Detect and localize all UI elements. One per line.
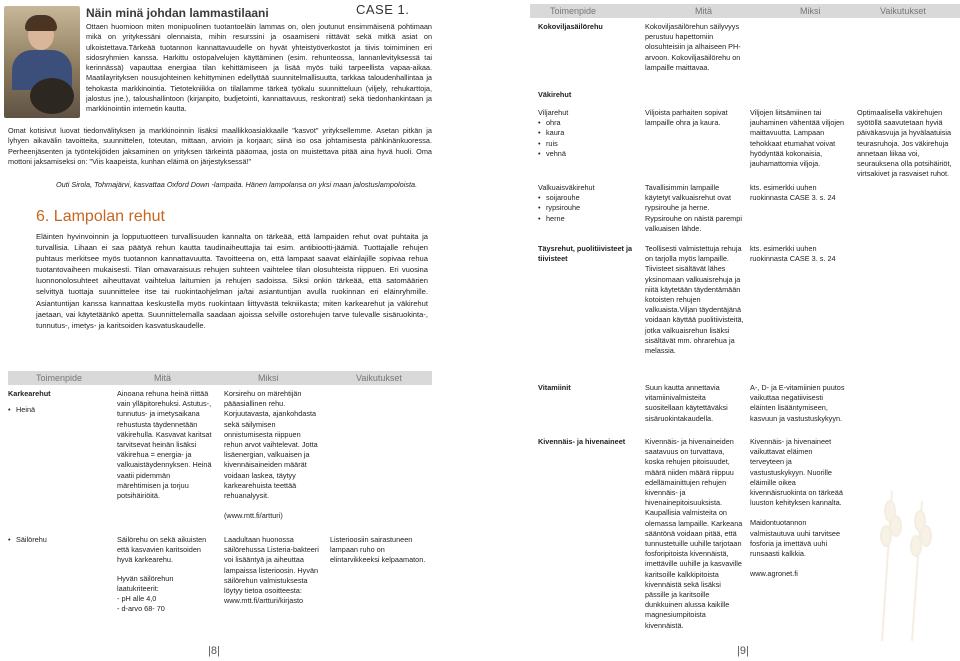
header-toimenpide: Toimenpide [36, 373, 83, 383]
valkuais-cell [538, 183, 638, 224]
viljarehut-cell [538, 108, 638, 159]
valkuais-soijarouhe: • soijarouhe [538, 193, 638, 203]
sailorehu-cell [8, 535, 104, 545]
kivennais-miksi [750, 437, 846, 579]
heina-miksi-text: Korsirehu on märehtijän pääasiallinen rehu. Korjuutavasta, ajankohdasta sekä säilymisen onnistumisesta riippuen rehun arvot vaihtelevat. Jotta lisäenergian, valkuaisen ja kivennäisaineiden määrät voidaan laskea, täytyy karkearehuista teettää rehuanalyysit. [224, 389, 318, 501]
vitamiinit-heading: Vitamiinit [538, 383, 571, 392]
section-title: 6. Lampolan rehut [36, 208, 165, 225]
case-title: Näin minä johdan lammastilaani [86, 6, 269, 20]
sailorehu-criteria: Hyvän säilörehun laatukriteerit: [117, 573, 174, 593]
viljat-mita: Viljoista parhaiten sopivat lampaille ohra ja kaura. [645, 108, 728, 128]
case-label: CASE 1. [356, 2, 410, 17]
viljat-vaikutukset: Optimaalisella väkirehujen syötöllä saavutetaan hyviä päiväkasvuja ja hyvälaatuisia teurasruhoja. Jos väkirehuja annetaan liikaa voi, seurauksena olla potsihäiriöt, virtsakivet ja rasvaiset ruhot. [857, 108, 952, 179]
wheat-decoration-icon [852, 481, 952, 641]
sailorehu-mita [117, 535, 215, 614]
vitamiinit-miksi: A-, D- ja E-vitamiinien puutos vaikuttaa negatiivisesti eläinten lisääntymiseen, kasvuun ja vastustuskykyyn. [750, 383, 845, 423]
taysrehut-heading: Täysrehut, puolitiivisteet ja tiivisteet [538, 244, 633, 264]
viljarehut-label: Viljarehut [538, 108, 569, 117]
kivennais-heading: Kivennäis- ja hivenaineet [538, 437, 626, 446]
mtt-artturi-link[interactable]: (www.mtt.fi/artturi) [224, 511, 283, 521]
sailorehu-miksi: Laadultaan huonossa säilörehussa Listeria-bakteeri voi lisääntyä ja aiheuttaa lampaissa listerioosin. Hyvän säilörehun valmistuksesta löytyy tietoa osoitteesta: www.mtt.fi/artturi/kirjasto [224, 535, 319, 606]
valkuais-mita: Tavallisimmin lampaille käytetyt valkuaisrehut ovat rypsirouhe ja herne. Rypsirouhe on näistä parempi valkuaisen lähde. [645, 183, 742, 233]
vilja-ruis: • ruis [538, 139, 638, 149]
kivennais-miksi-text: Kivennäis- ja hivenaineet vaikuttavat eläimen terveyteen ja vastustuskykyyn. Nuorille eläimille oikea kivennäisruokinta on tärkeää luuston kehityksen kannalta. [750, 437, 843, 508]
vitamiinit-mita: Suun kautta annettavia vitamiinivalmisteita suositellaan käytettäväksi sisäruokintakaudella. [645, 383, 728, 423]
header-mita-r: Mitä [695, 6, 713, 16]
valkuais-rypsirouhe: • rypsirouhe [538, 203, 638, 213]
heina-miksi [224, 389, 320, 521]
sailorehu-vaikutukset: Listerioosiin sairastuneen lampaan ruho on elintarvikkeeksi kelpaamaton. [330, 535, 426, 565]
heina-item: • Heinä [8, 405, 104, 415]
kivennais-miksi-text2: Maidontuotannon valmistautuva uuhi tarvitsee fosforia ja imettävä uuhi runsaasti kalkkia. [750, 518, 841, 559]
taysrehut-mita: Teollisesti valmistettuja rehuja on tarjolla myös lampaille. Tiivisteet sisältävät lähes yksinomaan valkuaisrehuja ja niitä käytetään täydentämään kotoisten rehujen valkuaista.Viljan täydentäjänä voidaan käyttää puolitiivisteitä, jotka valkuaisrehun lisäksi sisältävät mm. ohrarehua ja melassia. [645, 244, 744, 356]
header-vaikutukset: Vaikutukset [356, 373, 402, 383]
valkuais-herne: • herne [538, 214, 638, 224]
header-vaikutukset-r: Vaikutukset [880, 6, 926, 16]
section-intro: Eläinten hyvinvoinnin ja lopputuotteen turvallisuuden kannalta on tärkeää, että lampaiden rehut ovat puhtaita ja turvallisia. Lihaan ei saa päätyä rehun kautta taudinaiheuttajia tai esim. antibiootti-jäämiä. Tuottajalle rehujen puhtaus merkitsee myös tuotannon kannattavuutta. Tavoitteena on, että lampaat saavat eläinlajille sopivaa rehua tuotantovaiheen mukaisesti. Tilan omavaraisuus rehujen suhteen vaihtelee tilan olosuhteista riippuen. Eri vuosina luonnonolosuhteet aiheuttavat vaihtelua laitumien ja rehujen sadoissa. Siksi onkin tärkeää, että satomäärien selvittyä tuottaja suunnittelee itse tai ruokintaohjelman ja/tai asiantuntijan avulla ruokinnan eri eläinryhmille. Asiantuntijan kanssa kannattaa keskustella myös ruokintaan liittyvästä tekniikasta; miten karkearehut ja väkirehut jaetaan, vai käytetäänkö apetta. Suunnittelemalla saadaan ajoissa selville ostorehujen tarve tulevalle sisäruokinta-, tunnutus-, imetys- ja karitsoiden kasvatuskaudelle. [36, 232, 428, 330]
left-page-number: |8| [208, 645, 220, 657]
sailorehu-item: • Säilörehu [8, 535, 104, 545]
kivennais-mita: Kivennäis- ja hivenaineiden saatavuus on turvattava, koska rehujen pitoisuudet, määrä niiden määrä riippuu edellämainittujen rehujen kivennäis- ja hivenainepitoisuuksista. Kaupallisia valmisteita on olemassa lampaille. Karkeana sääntönä voidaan pitää, että tunnustetuille uuhille tarjotaan fosforipitoista kivennäistä, imettäville uuhille ja kasvaville karitsoille kalkkipitoista kivennäistä sekä lisäksi pässille ja karitsoille dunkkuinen alussa kaikille magnesiumpitoista kivennäistä. [645, 437, 743, 630]
kokoviljasailorehu-mita: Kokoviljasäilörehun säilyvyys perustuu hapettomiin olosuhteisiin ja alhaiseen PH-arvoon. Kokoviljasäilörehu on lampaille maittavaa. [645, 22, 741, 72]
agronet-link[interactable]: www.agronet.fi [750, 569, 798, 579]
vilja-vehna: • vehnä [538, 149, 638, 159]
vakirehut-heading: Väkirehut [538, 90, 572, 99]
kokoviljasailorehu-heading: Kokoviljasäilörehu [538, 22, 603, 31]
karkearehut-heading: Karkearehut [8, 389, 51, 398]
vilja-ohra: • ohra [538, 118, 638, 128]
heina-mita: Ainoana rehuna heinä riittää vain ylläpitorehuksi. Astutus-, tunnutus- ja imetysaikana rehustusta täydennetään väkirehulla. Kasvavat karitsat tarvitsevat heinän lisäksi väkirehua = energia- ja valkuaistäydennyksen. Heinä vaatii pidemmän märehtimisen ja torjuu potsihäiriöitä. [117, 389, 212, 501]
karkearehut-cell [8, 389, 104, 415]
right-table-header [530, 4, 960, 18]
taysrehut-miksi: kts. esimerkki uuhen ruokinnasta CASE 3. s. 24 [750, 244, 836, 264]
header-miksi-r: Miksi [800, 6, 821, 16]
vilja-kaura: • kaura [538, 128, 638, 138]
case-body-continued: Omat kotisivut luovat tiedonvälityksen ja markkinoinnin lisäksi maallikkoasiakkaalle "kasvot" yrityksellemme. Asetan pitkän ja lyhyen aikavälin tavoitteita, suunnittelen, toteutan, mittaan, arvioin ja korjaan; siinä iso osa johtamisesta pähkinänkuoressa. Perheenjäsenten ja työntekijöiden jaksaminen on yrityksen tärkeintä pääomaa, josta on muistettava pitää aina hyvä huoli. Oma mottoni jaksamiseksi on: "Viis kaapeista, kunhan eläimä on järjestyksessä!" [8, 126, 432, 166]
viljat-miksi: Viljojen liitsämiinen tai jauhaminen vähentää viljojen maittavuutta. Lampaan tehokkaat etumahat voivat hyödyntää kokonaisia, jauhamattomia viljoja. [750, 108, 845, 169]
sailorehu-ph: - pH alle 4,0 [117, 594, 157, 604]
valkuais-miksi: kts. esimerkki uuhen ruokinnasta CASE 3. s. 24 [750, 183, 836, 203]
case-body: Ottaen huomioon miten monipuolinen tuotantoeläin lammas on, olen joutunut ensimmäisenä pohtimaan mikä on yritykessäni olennaista, mihin resurssini ja osaamiseni riittävät sekä mitkä asiat on ulkoistettava.Tärkeää tuotannon kannattavuudelle on hyvät yhteistyöverkostot ja tiivis toimiminen eri sidosryhmien kanssa. Harkittu ostopalvelujen käyttäminen (esim. rehunteossa, lannanlevityksessä tai kerinnässä) vapauttaa energiaa tilan kehittämiseen ja lisää myös tuiki tarpeellista vapaa-aikaa. Maatilayrityksen nousujohteinen kehittyminen edellyttää suunnitelmallisuutta, tarkkaa taloudenhallintaa ja tehokasta markkinointia. Tietotekniikka on tilallamme tärkeä työkalu suunnitteluun (viljely, rehukarttoja, jalostus jne.), taloushallintoon (kirjanpito, budjetointi, kannattavuus, reskontrat) sekä tiedonhankintaan ja markkinointiin internetin kautta. [86, 22, 432, 114]
right-page [480, 0, 960, 661]
case-quote: Outi Sirola, Tohmajärvi, kasvattaa Oxford Down -lampaita. Hänen lampolansa on yksi maan jalostuslampoloista. [56, 180, 418, 189]
sailorehu-darvo: - d-arvo 68- 70 [117, 604, 165, 614]
valkuais-label: Valkuaisväkirehut [538, 183, 595, 192]
right-page-number: |9| [737, 645, 749, 657]
sailorehu-mita-text: Säilörehu on sekä aikuisten että kasvavien karitsoiden hyvä karkearehu. [117, 535, 207, 565]
header-miksi: Miksi [258, 373, 279, 383]
header-mita: Mitä [154, 373, 172, 383]
header-toimenpide-r: Toimenpide [550, 6, 597, 16]
left-table-header [8, 371, 432, 385]
farmer-with-lamb-photo [4, 6, 80, 118]
